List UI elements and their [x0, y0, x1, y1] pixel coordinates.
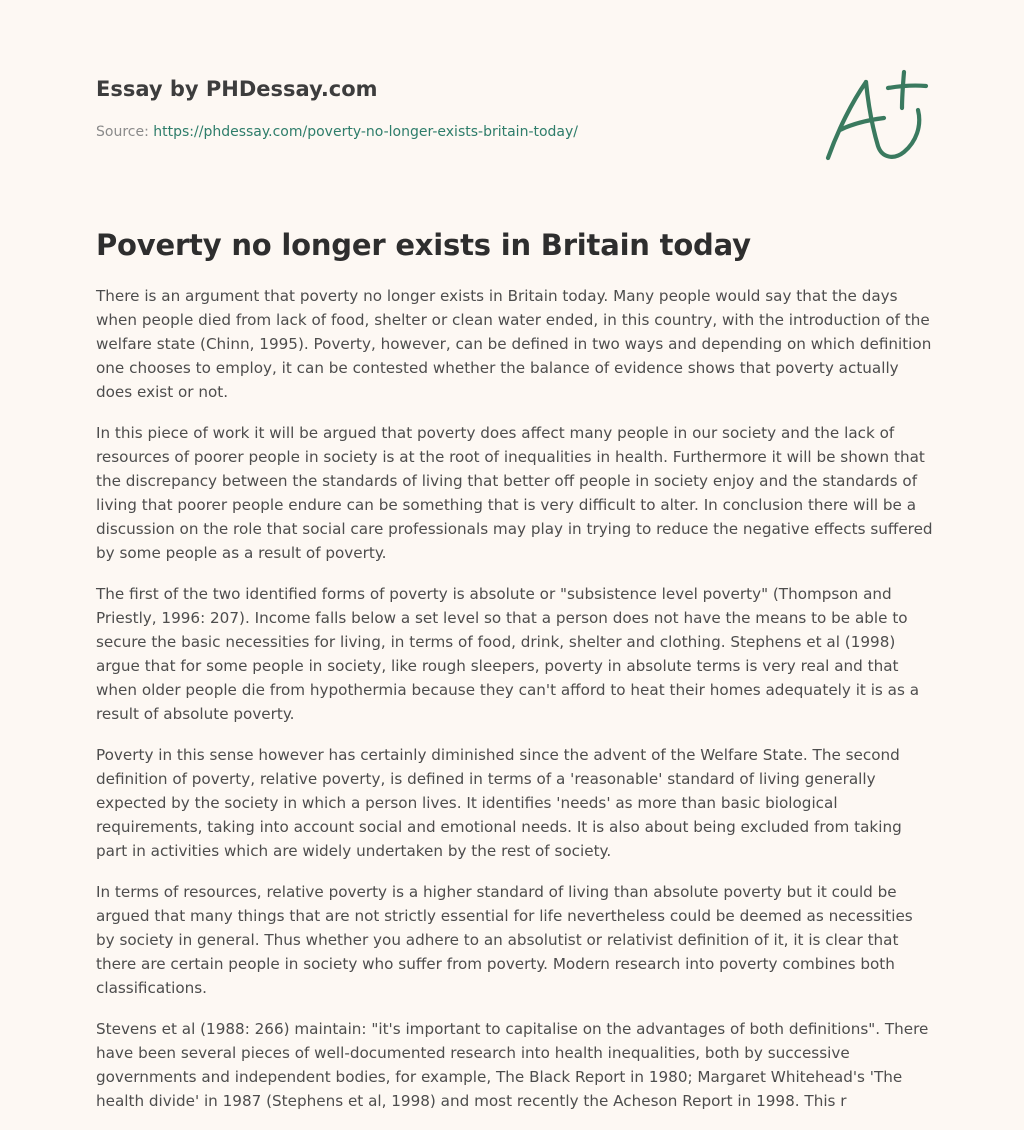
essay-paragraph: Poverty in this sense however has certainly diminished since the advent of the Welfare State. The second definition of poverty, relative poverty, is defined in terms of a 'reasonable' standard of living generally expected by the society in which a person lives. It identifies 'needs' as more than basic biological requirements, taking into account social and emotional needs. It is also about being excluded from taking part in activities which are widely undertaken by the rest of society.	[96, 746, 902, 860]
essay-paragraph: In this piece of work it will be argued that poverty does affect many people in our society and the lack of resources of poorer people in society is at the root of inequalities in health. Furthermore it will be shown that the discrepancy between the standards of living that better off people in society enjoy and the standards of living that poorer people endure can be something that is very difficult to alter. In conclusion there will be a discussion on the role that social care professionals may play in trying to reduce the negative effects suffered by some people as a result of poverty.	[96, 424, 933, 562]
essay-title: Poverty no longer exists in Britain today	[96, 228, 751, 262]
source-line	[96, 124, 578, 140]
essay-body	[96, 284, 934, 1130]
essay-paragraph: In terms of resources, relative poverty is a higher standard of living than absolute poverty but it could be argued that many things that are not strictly essential for life nevertheless could be deemed as necessities by society in general. Thus whether you adhere to an absolutist or relativist definition of it, it is clear that there are certain people in society who suffer from poverty. Modern research into poverty combines both classifications.	[96, 883, 913, 997]
essay-paragraph: Stevens et al (1988: 266) maintain: "it's important to capitalise on the advantages of both definitions". There have been several pieces of well-documented research into health inequalities, both by successive governments and independent bodies, for example, The Black Report in 1980; Margaret Whitehead's 'The health divide' in 1987 (Stephens et al, 1998) and most recently the Acheson Report in 1998. This r	[96, 1020, 929, 1110]
essay-paragraph: There is an argument that poverty no longer exists in Britain today. Many people would say that the days when people died from lack of food, shelter or clean water ended, in this country, with the introduction of the welfare state (Chinn, 1995). Poverty, however, can be defined in two ways and depending on which definition one chooses to employ, it can be contested whether the balance of evidence shows that poverty actually does exist or not.	[96, 287, 932, 401]
source-label: Source:	[96, 124, 154, 140]
brand-title: Essay by PHDessay.com	[96, 77, 378, 101]
essay-paragraph: The first of the two identified forms of poverty is absolute or "subsistence level poverty" (Thompson and Priestly, 1996: 207). Income falls below a set level so that a person does not have the means to be able to secure the basic necessities for living, in terms of food, drink, shelter and clothing. Stephens et al (1998) argue that for some people in society, like rough sleepers, poverty in absolute terms is very real and that when older people die from hypothermia because they can't afford to heat their homes adequately it is as a result of absolute poverty.	[96, 585, 920, 723]
essay-header	[96, 74, 796, 140]
source-link[interactable]: https://phdessay.com/poverty-no-longer-exists-britain-today/	[153, 124, 579, 140]
a-plus-icon	[822, 68, 930, 166]
